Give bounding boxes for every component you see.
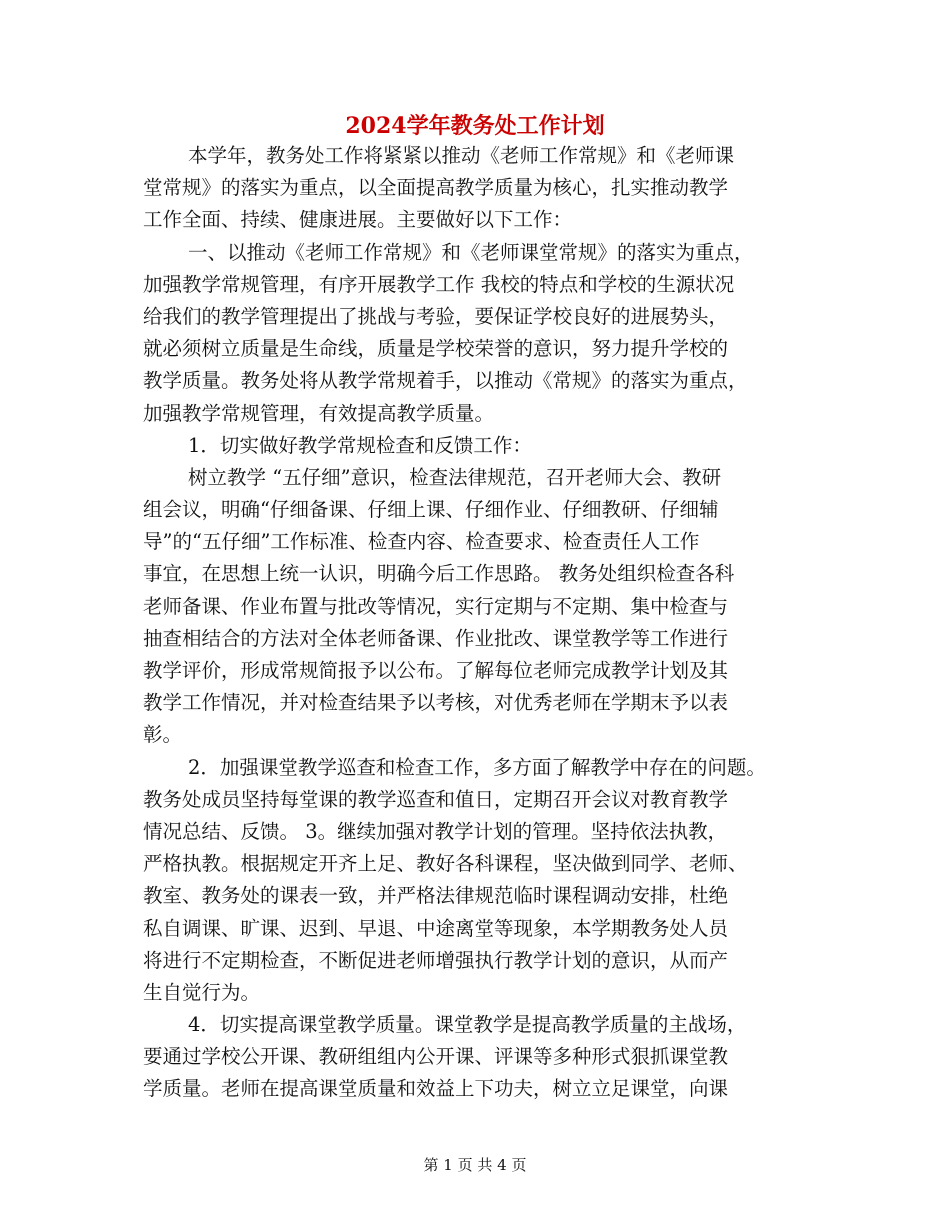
- body-line: 4．切实提高课堂教学质量。课堂教学是提高教学质量的主战场，: [188, 1013, 747, 1037]
- body-line: 私自调课、旷课、迟到、早退、中途离堂等现象，本学期教务处人员: [143, 916, 729, 940]
- body-line: 导”的“五仔细”工作标准、检查内容、检查要求、检查责任人工作: [143, 530, 700, 554]
- body-line: 本学年，教务处工作将紧紧以推动《老师工作常规》和《老师课: [188, 144, 735, 167]
- document-body: [143, 140, 833, 1106]
- body-line: 工作全面、持续、健康进展。主要做好以下工作：: [143, 208, 573, 232]
- page-footer: 第 1 页 共 4 页: [423, 1156, 527, 1174]
- body-line: 事宜，在思想上统一认识，明确今后工作思路。 教务处组织检查各科: [143, 562, 735, 586]
- body-line: 彰。: [143, 723, 183, 747]
- body-line: 情况总结、反馈。 3。继续加强对教学计划的管理。坚持依法执教，: [143, 819, 728, 843]
- body-line: 生自觉行为。: [143, 980, 261, 1004]
- body-line: 给我们的教学管理提出了挑战与考验，要保证学校良好的进展势头，: [143, 304, 729, 328]
- body-line: 教学质量。教务处将从教学常规着手，以推动《常规》的落实为重点，: [143, 369, 748, 393]
- body-line: 严格执教。根据规定开齐上足、教好各科课程，坚决做到同学、老师、: [143, 852, 748, 876]
- body-line: 树立教学 “五仔细”意识，检查法律规范，召开老师大会、教研: [188, 465, 722, 489]
- body-line: 就必须树立质量是生命线，质量是学校荣誉的意识，努力提升学校的: [143, 337, 729, 361]
- body-line: 学质量。老师在提高课堂质量和效益上下功夫，树立立足课堂，向课: [143, 1077, 729, 1101]
- document-title: 2024学年教务处工作计划: [345, 113, 605, 139]
- body-line: 加强教学常规管理，有效提高教学质量。: [143, 401, 495, 425]
- body-line: 堂常规》的落实为重点，以全面提高教学质量为核心，扎实推动教学: [143, 176, 729, 200]
- body-line: 教学评价，形成常规简报予以公布。了解每位老师完成教学计划及其: [143, 659, 729, 682]
- body-line: 要通过学校公开课、教研组组内公开课、评课等多种形式狠抓课堂教: [143, 1045, 729, 1069]
- body-line: 教学工作情况，并对检查结果予以考核，对优秀老师在学期末予以表: [143, 691, 729, 715]
- body-line: 教室、教务处的课表一致，并严格法律规范临时课程调动安排，杜绝: [143, 884, 729, 908]
- body-line: 老师备课、作业布置与批改等情况，实行定期与不定期、集中检查与: [143, 594, 729, 618]
- body-line: 将进行不定期检查，不断促进老师增强执行教学计划的意识，从而产: [143, 948, 729, 972]
- body-line: 加强教学常规管理，有序开展教学工作 我校的特点和学校的生源状况: [143, 272, 735, 296]
- body-line: 抽查相结合的方法对全体老师备课、作业批改、课堂教学等工作进行: [143, 626, 729, 650]
- body-line: 2．加强课堂教学巡查和检查工作，多方面了解教学中存在的问题。: [188, 755, 766, 779]
- body-line: 1．切实做好教学常规检查和反馈工作：: [188, 433, 532, 457]
- body-line: 教务处成员坚持每堂课的教学巡查和值日，定期召开会议对教育教学: [143, 787, 729, 811]
- body-line: 一、以推动《老师工作常规》和《老师课堂常规》的落实为重点，: [188, 240, 754, 264]
- body-line: 组会议，明确“仔细备课、仔细上课、仔细作业、仔细教研、仔细辅: [143, 498, 719, 522]
